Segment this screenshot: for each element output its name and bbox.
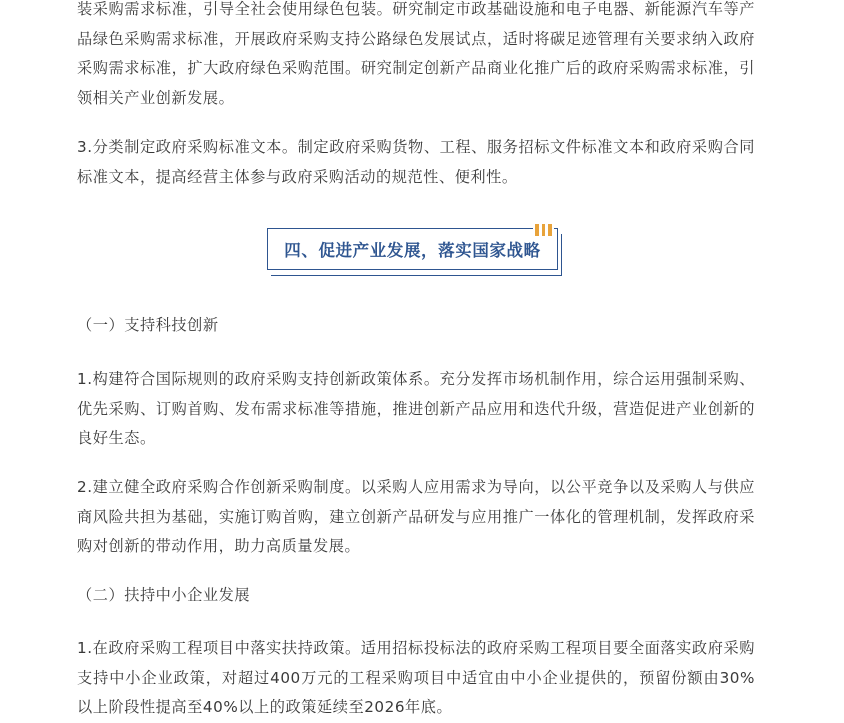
decoration-bar [535,224,539,236]
paragraph-cooperative-innovation-procurement: 2.建立健全政府采购合作创新采购制度。以采购人应用需求为导向，以公平竞争以及采购人与供应商风险共担为基础，实施订购首购，建立创新产品研发与应用推广一体化的管理机制，发挥政府采购对创新的带动作用，助力高质量发展。 [77,478,755,555]
decoration-bar [548,224,552,236]
subheading-sme-support: （二）扶持中小企业发展 [77,586,251,604]
section-heading-title: 四、促进产业发展，落实国家战略 [284,241,541,260]
paragraph-innovation-policy-system: 1.构建符合国际规则的政府采购支持创新政策体系。充分发挥市场机制作用，综合运用强制采购、优先采购、订购首购、发布需求标准等措施，推进创新产品应用和迭代升级，营造促进产业创新的良好生态。 [77,370,755,447]
paragraph-green-procurement-standards: 装采购需求标准，引导全社会使用绿色包装。研究制定市政基础设施和电子电器、新能源汽车等产品绿色采购需求标准，开展政府采购支持公路绿色发展试点，适时将碳足迹管理有关要求纳入政府采购需求标准，扩大政府绿色采购范围。研究制定创新产品商业化推广后的政府采购需求标准，引领相关产业创新发展。 [77,0,755,107]
heading-decoration-icon [533,224,554,236]
paragraph-engineering-projects-sme: 1.在政府采购工程项目中落实扶持政策。适用招标投标法的政府采购工程项目要全面落实政府采购支持中小企业政策，对超过400万元的工程采购项目中适宜由中小企业提供的，预留份额由30%以上阶段性提高至40%以上的政策延续至2026年底。 [77,639,755,716]
paragraph-standard-documents: 3.分类制定政府采购标准文本。制定政府采购货物、工程、服务招标文件标准文本和政府采购合同标准文本，提高经营主体参与政府采购活动的规范性、便利性。 [77,138,755,186]
subheading-tech-innovation: （一）支持科技创新 [77,316,219,334]
section-heading-box [267,228,558,270]
decoration-bar [542,224,546,236]
